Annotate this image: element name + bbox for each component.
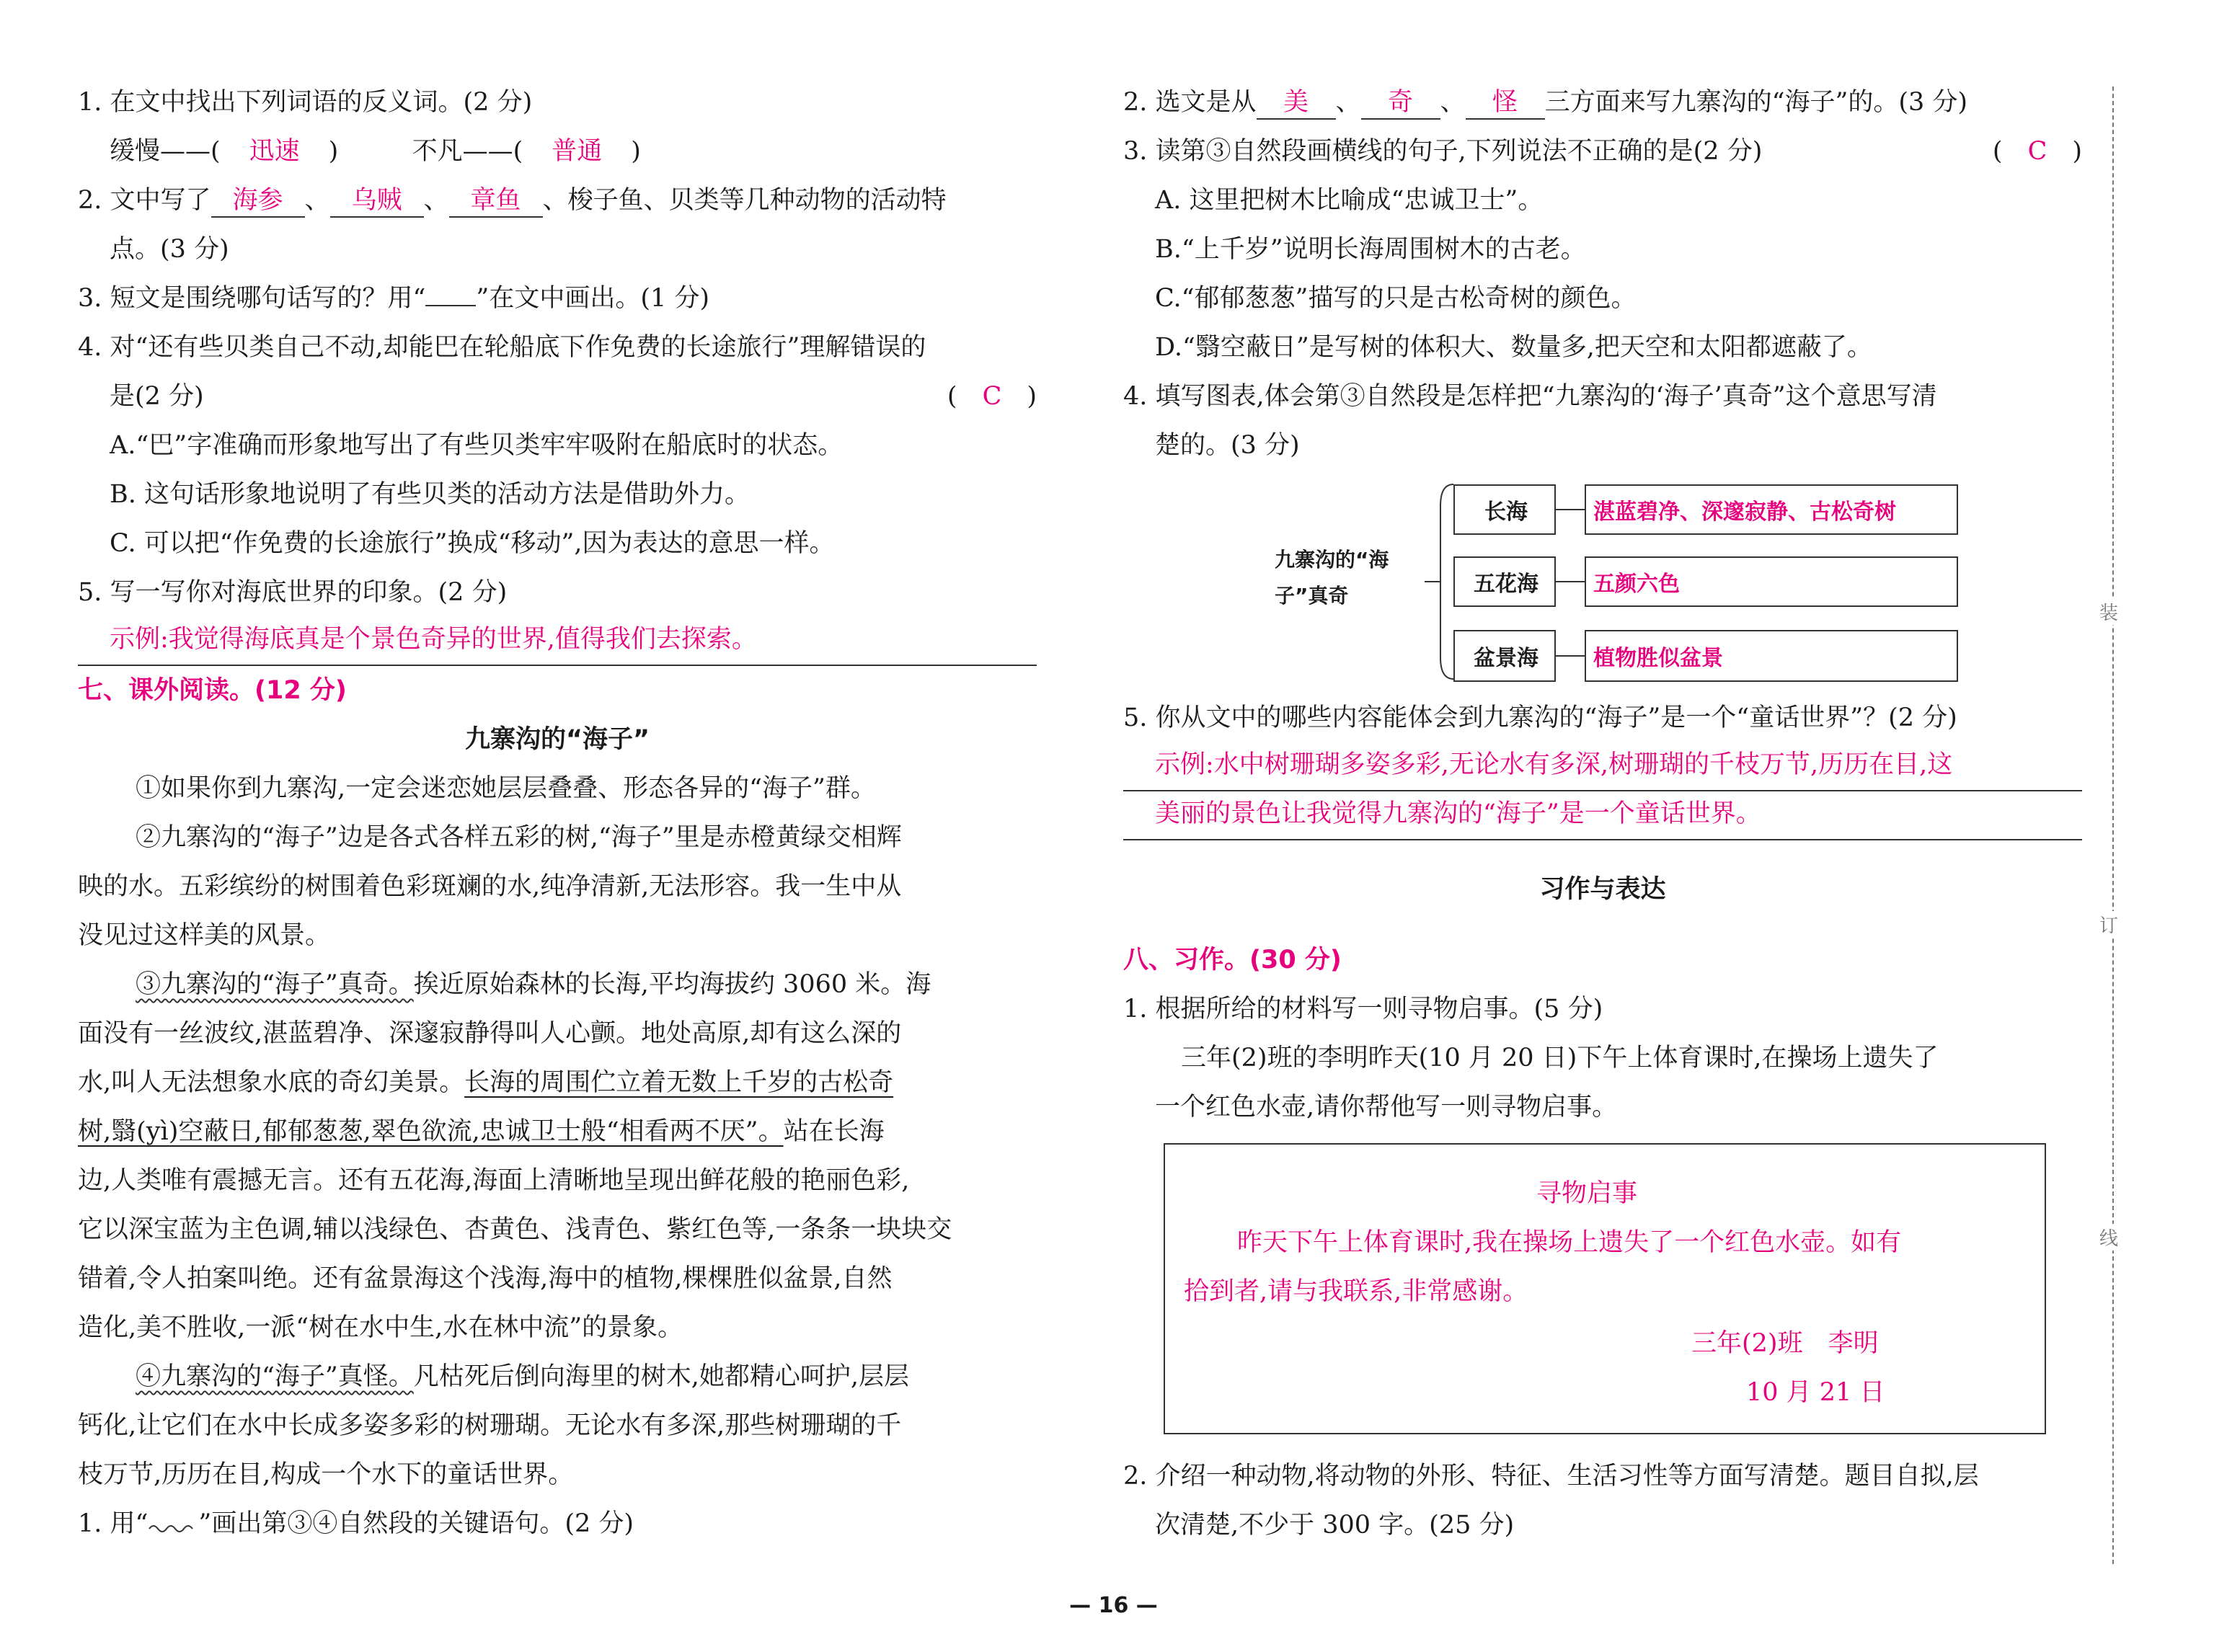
notice-signature: 三年(2)班 李明	[1691, 1329, 1879, 1358]
question-4: 4. 对“还有些贝类自己不动,却能巴在轮船底下作免费的长途旅行”理解错误的	[78, 333, 926, 362]
question-3: 3. 短文是围绕哪句话写的？用“ ”在文中画出。(1 分)	[78, 274, 1037, 323]
binding-line	[2112, 86, 2114, 1564]
answer-aspect-2: 奇	[1361, 86, 1440, 120]
answer-choice-q4: C	[982, 382, 1002, 411]
article-p3-l1: ③九寨沟的“海子”真奇。挨近原始森林的长海,平均海拔约 3060 米。海	[136, 970, 931, 999]
answer-aspect-1: 美	[1257, 86, 1336, 120]
notice-date: 10 月 21 日	[1746, 1378, 1885, 1407]
answer-animal-3: 章鱼	[449, 185, 543, 218]
article-p1: ①如果你到九寨沟,一定会迷恋她层层叠叠、形态各异的“海子”群。	[136, 774, 876, 803]
choice-bracket-q4: ( C )	[947, 382, 1037, 411]
answer-antonym-2: 普通	[552, 137, 603, 166]
article-p3-l7: 错着,令人拍案叫绝。还有盆景海这个浅海,海中的植物,棵棵胜似盆景,自然	[78, 1264, 893, 1293]
wavy-line-sample	[148, 1499, 198, 1522]
r3-option-c: C.“郁郁葱葱”描写的只是古松奇树的颜色。	[1155, 284, 1637, 313]
binding-mark-3: 线	[2099, 1224, 2118, 1251]
right-column	[1123, 78, 2082, 1550]
section-7-heading: 七、课外阅读。(12 分)	[78, 676, 347, 705]
article-p4-l2: 钙化,让它们在水中长成多姿多彩的树珊瑚。无论水有多深,那些树珊瑚的千	[78, 1411, 902, 1440]
material-l2: 一个红色水壶,请你帮他写一则寻物启事。	[1155, 1093, 1618, 1122]
article-p3-l5: 边,人类唯有震撼无言。还有五花海,海面上清晰地呈现出鲜花般的艳丽色彩,	[78, 1166, 910, 1195]
answer-animal-2: 乌贼	[330, 185, 424, 218]
underlined-sentence-1: 长海的周围伫立着无数上千岁的古松奇	[464, 1068, 894, 1097]
writing-question-1: 1. 根据所给的材料写一则寻物启事。(5 分)	[1123, 995, 1603, 1023]
option-c: C. 可以把“作免费的长途旅行”换成“移动”,因为表达的意思一样。	[110, 529, 835, 558]
underline-sample	[425, 276, 476, 306]
answer-r5-l2: 美丽的景色让我觉得九寨沟的“海子”是一个童话世界。	[1123, 791, 2082, 840]
section-8-heading: 八、习作。(30 分)	[1123, 946, 1342, 974]
choice-bracket-r3: ( C )	[1992, 137, 2082, 166]
notice-body-l2: 拾到者,请与我联系,非常感谢。	[1184, 1277, 1528, 1306]
article-p3-l2: 面没有一丝波纹,湛蓝碧净、深邃寂静得叫人心颤。地处高原,却有这么深的	[78, 1019, 902, 1048]
map-answer-wuhuahai: 五颜六色	[1585, 556, 1958, 607]
antonym-answers: 缓慢——( 迅速 ) 不凡——( 普通 )	[78, 127, 1037, 176]
reading-question-1: 1. 用“ ”画出第③④自然段的关键语句。(2 分)	[78, 1499, 1037, 1548]
notice-body-l1: 昨天下午上体育课时,我在操场上遗失了一个红色水壶。如有	[1237, 1228, 1902, 1257]
binding-mark-2: 订	[2099, 911, 2118, 938]
notice-title: 寻物启事	[1536, 1179, 1637, 1208]
article-p3-l4: 树,翳(yì)空蔽日,郁郁葱葱,翠色欲流,忠诚卫士般“相看两不厌”。站在长海	[78, 1117, 885, 1146]
article-p4-l1: ④九寨沟的“海子”真怪。凡枯死后倒向海里的树木,她都精心呵护,层层	[136, 1362, 910, 1391]
writing-question-2: 2. 介绍一种动物,将动物的外形、特征、生活习性等方面写清楚。题目自拟,层	[1123, 1462, 1979, 1491]
answer-choice-r3: C	[2027, 137, 2047, 166]
reading-question-4-cont: 楚的。(3 分)	[1155, 431, 1300, 460]
map-node-wuhuahai: 五花海	[1453, 556, 1556, 607]
binding-mark-1: 装	[2099, 598, 2118, 625]
article-p2-l2: 映的水。五彩缤纷的树围着色彩斑斓的水,纯净清新,无法形容。我一生中从	[78, 872, 902, 901]
article-p2-l3: 没见过这样美的风景。	[78, 921, 331, 950]
option-b: B. 这句话形象地说明了有些贝类的活动方法是借助外力。	[110, 480, 750, 509]
map-node-penjinghai: 盆景海	[1453, 630, 1556, 682]
answer-r5-l1: 示例:水中树珊瑚多姿多彩,无论水有多深,树珊瑚的千枝万节,历历在目,这	[1123, 742, 2082, 791]
article-p3-l6: 它以深宝蓝为主色调,辅以浅绿色、杏黄色、浅青色、紫红色等,一条条一块块交	[78, 1215, 952, 1244]
question-2-cont: 点。(3 分)	[110, 235, 229, 264]
reading-question-3: 3. 读第③自然段画横线的句子,下列说法不正确的是(2 分) ( C )	[1123, 127, 2082, 176]
question-4-cont: 是(2 分) ( C )	[78, 372, 1037, 421]
material-l1: 三年(2)班的李明昨天(10 月 20 日)下午上体育课时,在操场上遗失了	[1181, 1044, 1939, 1073]
part-title: 习作与表达	[1539, 875, 1666, 904]
reading-question-5: 5. 你从文中的哪些内容能体会到九寨沟的“海子”是一个“童话世界”？(2 分)	[1123, 703, 1957, 732]
map-answer-penjinghai: 植物胜似盆景	[1585, 630, 1958, 682]
map-answer-changhai: 湛蓝碧净、深邃寂静、古松奇树	[1585, 484, 1958, 535]
option-a: A.“巴”字准确而形象地写出了有些贝类牢牢吸附在船底时的状态。	[110, 431, 844, 460]
mind-map	[1123, 477, 2082, 686]
answer-animal-1: 海参	[211, 185, 305, 218]
underlined-sentence-2: 树,翳(yì)空蔽日,郁郁葱葱,翠色欲流,忠诚卫士般“相看两不厌”。	[78, 1117, 784, 1146]
key-sentence-p4: ④九寨沟的“海子”真怪。	[136, 1362, 414, 1391]
answer-aspect-3: 怪	[1466, 86, 1545, 120]
r3-option-d: D.“翳空蔽日”是写树的体积大、数量多,把天空和太阳都遮蔽了。	[1155, 333, 1872, 362]
question-5: 5. 写一写你对海底世界的印象。(2 分)	[78, 578, 508, 607]
page-number: — 16 —	[1069, 1593, 1158, 1618]
article-p2-l1: ②九寨沟的“海子”边是各式各样五彩的树,“海子”里是赤橙黄绿交相辉	[136, 823, 902, 852]
mind-map-center: 九寨沟的“海 子”真奇	[1275, 548, 1389, 608]
writing-question-2-cont: 次清楚,不少于 300 字。(25 分)	[1155, 1511, 1515, 1540]
key-sentence-p3: ③九寨沟的“海子”真奇。	[136, 970, 414, 999]
lost-notice-box	[1164, 1143, 2046, 1434]
r3-option-b: B.“上千岁”说明长海周围树木的古老。	[1155, 235, 1586, 264]
article-p4-l3: 枝万节,历历在目,构成一个水下的童话世界。	[78, 1460, 574, 1489]
article-p3-l8: 造化,美不胜收,一派“树在水中生,水在林中流”的景象。	[78, 1313, 683, 1342]
question-1: 1. 在文中找出下列词语的反义词。(2 分)	[78, 88, 533, 117]
article-title: 九寨沟的“海子”	[464, 725, 650, 754]
map-node-changhai: 长海	[1453, 484, 1556, 535]
question-2: 2. 文中写了 海参 、 乌贼 、 章鱼 、梭子鱼、贝类等几种动物的活动特	[78, 176, 1037, 225]
answer-q5: 示例:我觉得海底真是个景色奇异的世界,值得我们去探索。	[78, 617, 1037, 666]
reading-question-4: 4. 填写图表,体会第③自然段是怎样把“九寨沟的‘海子’真奇”这个意思写清	[1123, 382, 1937, 411]
reading-question-2: 2. 选文是从 美 、 奇 、 怪 三方面来写九寨沟的“海子”的。(3 分)	[1123, 78, 2082, 127]
answer-antonym-1: 迅速	[249, 137, 300, 166]
r3-option-a: A. 这里把树木比喻成“忠诚卫士”。	[1155, 186, 1544, 215]
left-column	[78, 78, 1037, 1548]
article-p3-l3: 水,叫人无法想象水底的奇幻美景。长海的周围伫立着无数上千岁的古松奇	[78, 1068, 894, 1097]
